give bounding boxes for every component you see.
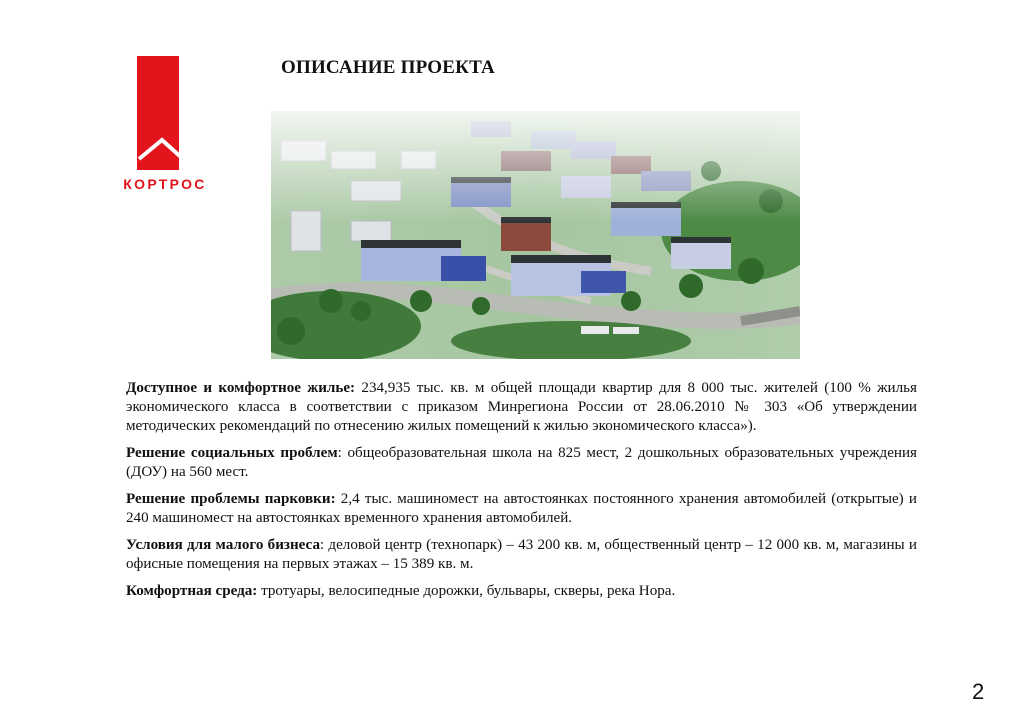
paragraph-label: Доступное и комфортное жилье: bbox=[126, 380, 356, 396]
kortros-logo-mark-icon bbox=[137, 56, 179, 170]
paragraph-comfortable-environment bbox=[126, 582, 917, 601]
paragraph-label: Решение социальных проблем bbox=[126, 445, 338, 461]
project-description bbox=[126, 379, 917, 609]
paragraph-text: 234,935 тыс. кв. м общей площади квартир для 8 000 тыс. жителей (100 % жилья экономического класса в соответствии с приказом Минрегиона России от 28.06.2010 № 303 «Об утверждении методических рекомендаций по отнесению жилых помещений к жилью экономического класса»). bbox=[126, 380, 917, 434]
paragraph-affordable-housing bbox=[126, 379, 917, 436]
logo-wordmark: КОРТРОС bbox=[123, 176, 207, 192]
paragraph-text: : деловой центр (технопарк) – 43 200 кв. м, общественный центр – 12 000 кв. м, магазины и офисные помещения на первых этажах – 15 389 кв. м. bbox=[126, 537, 917, 572]
district-rendering-image bbox=[271, 111, 800, 359]
residential-district-rendering-icon bbox=[271, 111, 800, 359]
company-logo bbox=[123, 56, 210, 196]
paragraph-small-business bbox=[126, 536, 917, 574]
paragraph-label: Комфортная среда: bbox=[126, 583, 258, 599]
paragraph-social-problems bbox=[126, 444, 917, 482]
paragraph-text: 2,4 тыс. машиномест на автостоянках постоянного хранения автомобилей (открытые) и 240 машиномест на автостоянках временного хранения автомобилей. bbox=[126, 491, 917, 526]
paragraph-text: : общеобразовательная школа на 825 мест, 2 дошкольных образовательных учреждения (ДОУ) на 560 мест. bbox=[126, 445, 918, 480]
paragraph-text: тротуары, велосипедные дорожки, бульвары, скверы, река Нора. bbox=[257, 583, 676, 599]
page-title: ОПИСАНИЕ ПРОЕКТА bbox=[281, 57, 495, 78]
paragraph-label: Условия для малого бизнеса bbox=[126, 537, 320, 553]
paragraph-parking bbox=[126, 490, 917, 528]
page-number: 2 bbox=[972, 679, 985, 704]
paragraph-label: Решение проблемы парковки: bbox=[126, 491, 336, 507]
